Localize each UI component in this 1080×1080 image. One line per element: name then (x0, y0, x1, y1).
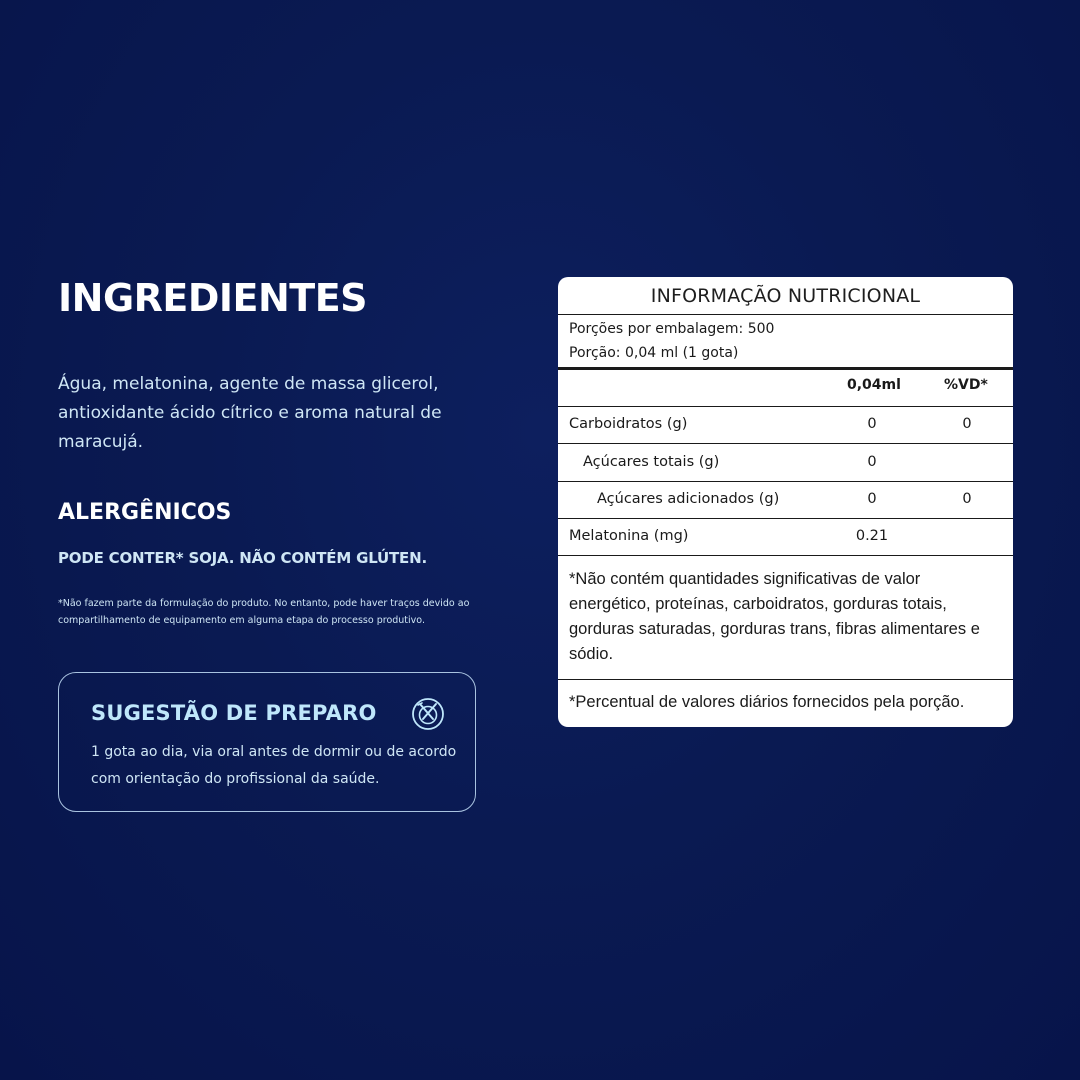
row-label-total-sugars: Açúcares totais (g) (583, 454, 720, 470)
nutrition-table (558, 277, 1013, 727)
row-vd-added-sugars: 0 (962, 491, 972, 507)
row-label-melatonin: Melatonina (mg) (569, 528, 689, 544)
column-header-vd: %VD* (944, 377, 988, 393)
ingredients-title: INGREDIENTES (58, 276, 368, 320)
servings-per-package: Porções por embalagem: 500 (569, 321, 775, 337)
utensils-plate-icon (411, 697, 445, 731)
row-value-carbs: 0 (867, 416, 877, 432)
footnote-not-significant: *Não contém quantidades significativas de valor energético, proteínas, carboidratos, gorduras totais, gorduras saturadas, gorduras trans, fibras alimentares e sódio. (569, 570, 980, 663)
row-label-added-sugars: Açúcares adicionados (g) (597, 491, 780, 507)
allergens-text: PODE CONTER* SOJA. NÃO CONTÉM GLÚTEN. (58, 549, 427, 567)
serving-size: Porção: 0,04 ml (1 gota) (569, 345, 739, 361)
row-value-melatonin: 0.21 (855, 528, 889, 544)
ingredients-text: Água, melatonina, agente de massa glicerol, antioxidante ácido cítrico e aroma natural de maracujá. (58, 374, 442, 452)
nutrition-title: INFORMAÇÃO NUTRICIONAL (558, 277, 1013, 315)
row-vd-carbs: 0 (962, 416, 972, 432)
preparation-card (58, 672, 476, 812)
preparation-text: 1 gota ao dia, via oral antes de dormir ou de acordo com orientação do profissional da saúde. (91, 744, 457, 787)
column-header-amount: 0,04ml (847, 377, 901, 393)
footnote-daily-values: *Percentual de valores diários fornecidos pela porção. (569, 693, 965, 711)
row-label-carbs: Carboidratos (g) (569, 416, 688, 432)
allergens-title: ALERGÊNICOS (58, 500, 232, 525)
row-value-added-sugars: 0 (867, 491, 877, 507)
row-value-total-sugars: 0 (867, 454, 877, 470)
preparation-title: SUGESTÃO DE PREPARO (91, 701, 377, 725)
allergens-note: *Não fazem parte da formulação do produto. No entanto, pode haver traços devido ao compartilhamento de equipamento em alguma etapa do processo produtivo. (58, 598, 470, 626)
